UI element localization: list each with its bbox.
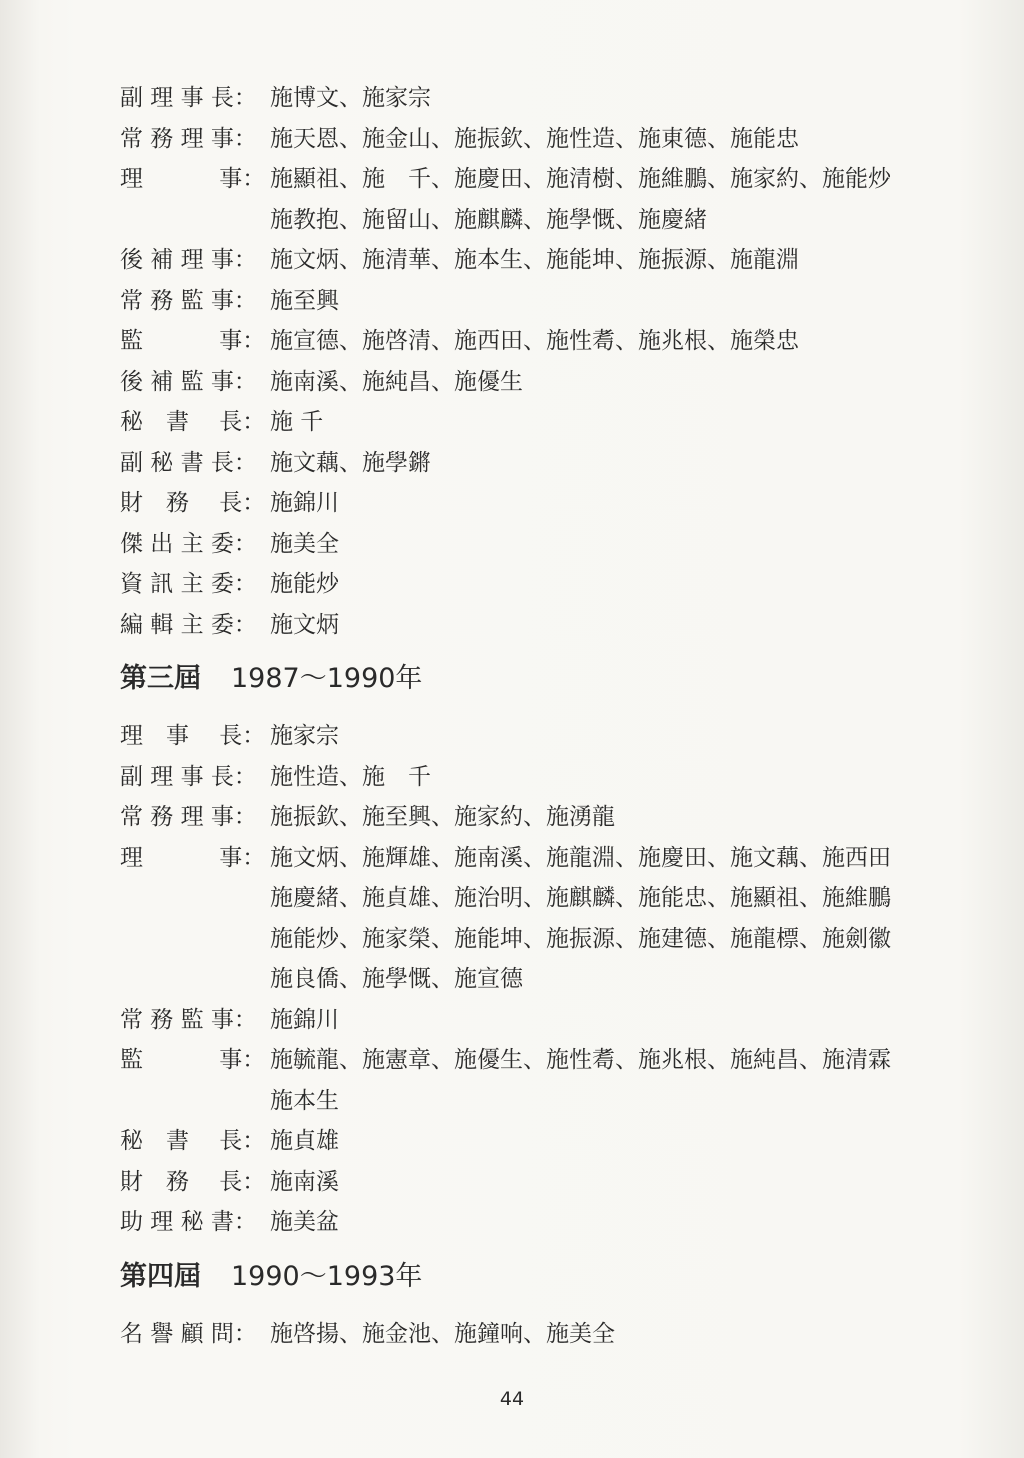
section-4 [120,1314,980,1355]
entry-names: 施能炒 [270,571,339,597]
entry-outstanding-committee [120,524,980,565]
entry-names: 施天恩、施金山、施振欽、施性造、施東德、施能忠 [270,125,799,152]
entry-label: 編 輯 主 委： [120,611,257,638]
entry-label: 監 事： [120,328,266,354]
section-heading-4: 第四屆 1990～1993年 [120,1260,423,1292]
entry-standing-supervisor [120,1000,980,1041]
entry-label: 理 事： [120,844,266,871]
entry-label: 傑 出 主 委： [120,530,257,557]
entry-editorial-committee [120,605,980,646]
entry-names: 施啓揚、施金池、施鐘响、施美全 [270,1320,615,1347]
entry-label: 理 事： [120,166,266,192]
entry-names: 施毓龍、施憲章、施優生、施性耈、施兆根、施純昌、施清霖 施本生 [270,1047,891,1114]
entry-label: 助 理 秘 書： [120,1209,257,1235]
entry-label: 後 補 監 事： [120,368,257,395]
entry-label: 財 務 長： [120,490,266,516]
entry-names: 施美全 [270,530,339,557]
entry-names: 施宣德、施啓清、施西田、施性耈、施兆根、施榮忠 [270,328,799,354]
entry-director [120,159,980,240]
entry-secretary-general [120,402,980,443]
section-3 [120,716,980,1243]
entry-label: 理 事 長： [120,723,266,749]
section-heading-3: 第三屆 1987～1990年 [120,663,423,694]
entry-label: 財 務 長： [120,1168,266,1195]
entry-label: 常 務 監 事： [120,287,257,314]
section-2-continued [120,78,980,645]
entry-label: 副 理 事 長： [120,763,257,790]
entry-vice-chairman [120,757,980,798]
entry-label: 常 務 理 事： [120,804,257,830]
entry-label: 秘 書 長： [120,409,266,435]
entry-treasurer [120,483,980,524]
entry-names: 施錦川 [270,1006,339,1033]
entry-names: 施顯祖、施 千、施慶田、施清樹、施維鵬、施家約、施能炒 施教抱、施留山、施麒麟、施學慨、施慶緒 [270,166,891,233]
entry-names: 施文炳、施輝雄、施南溪、施龍淵、施慶田、施文藕、施西田 施慶緒、施貞雄、施治明、施麒麟、施能忠、施顯祖、施維鵬 施能炒、施家榮、施能坤、施振源、施建德、施龍標、施劍徽 施良僑、施學慨、施宣德 [270,844,891,992]
page-number: 44 [499,1388,525,1410]
entry-chairman [120,716,980,757]
entry-names: 施美盆 [270,1209,339,1235]
entry-names: 施 千 [270,409,324,435]
entry-names: 施文炳、施清華、施本生、施能坤、施振源、施龍淵 [270,247,799,273]
entry-label: 監 事： [120,1047,266,1073]
entry-label: 秘 書 長： [120,1128,266,1154]
entry-names: 施性造、施 千 [270,763,431,790]
entry-label: 常 務 監 事： [120,1006,257,1033]
entry-secretary-general [120,1121,980,1162]
entry-names: 施至興 [270,287,339,314]
entry-label: 副 理 事 長： [120,85,257,111]
entry-vice-chairman [120,78,980,119]
entry-director [120,838,980,1000]
entry-honorary-advisor [120,1314,980,1355]
entry-names: 施貞雄 [270,1128,339,1154]
entry-names: 施錦川 [270,490,339,516]
entry-assistant-secretary [120,1202,980,1243]
entry-label: 常 務 理 事： [120,125,257,152]
entry-label: 名 譽 顧 問： [120,1320,257,1347]
entry-information-committee [120,564,980,605]
entry-treasurer [120,1162,980,1203]
entry-names: 施文藕、施學鏘 [270,449,431,476]
entry-standing-supervisor [120,281,980,322]
entry-alternate-supervisor [120,362,980,403]
entry-alternate-director [120,240,980,281]
entry-names: 施家宗 [270,723,339,749]
entry-label: 副 秘 書 長： [120,449,257,476]
entry-label: 後 補 理 事： [120,247,257,273]
entry-standing-director [120,797,980,838]
entry-supervisor [120,1040,980,1121]
entry-standing-director [120,119,980,160]
entry-names: 施博文、施家宗 [270,85,431,111]
entry-names: 施南溪、施純昌、施優生 [270,368,523,395]
entry-supervisor [120,321,980,362]
entry-names: 施南溪 [270,1168,339,1195]
entry-label: 資 訊 主 委： [120,571,257,597]
entry-deputy-secretary-general [120,443,980,484]
entry-names: 施文炳 [270,611,339,638]
page-content [120,78,980,1354]
entry-names: 施振欽、施至興、施家約、施湧龍 [270,804,615,830]
